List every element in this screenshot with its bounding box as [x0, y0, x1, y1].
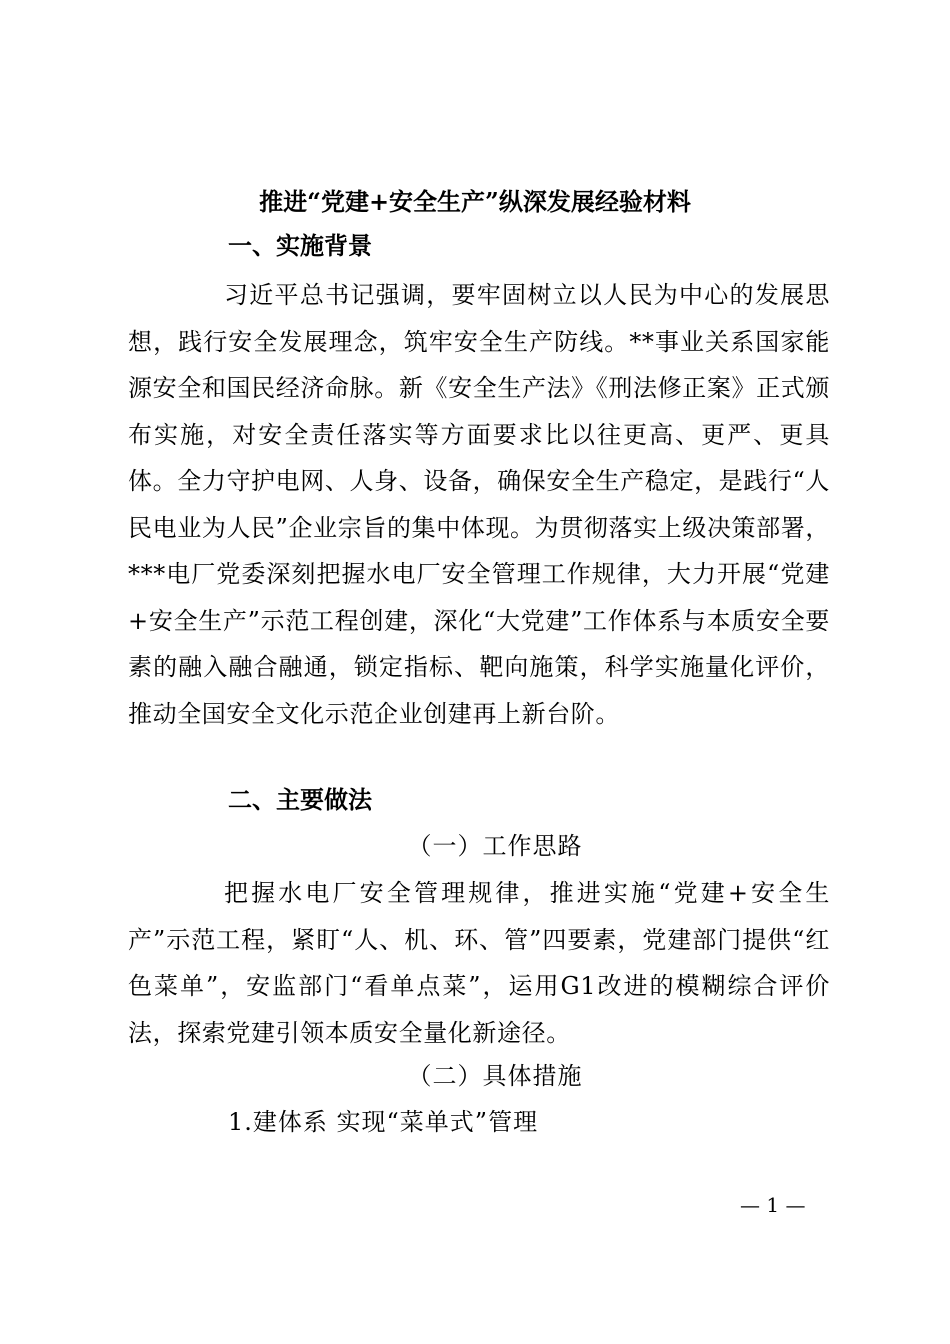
- measure-item-1: 1.建体系 实现“菜单式”管理: [228, 1108, 539, 1136]
- subsection-heading-work-approach: （一）工作思路: [407, 832, 583, 860]
- page-number: — 1 —: [740, 1193, 806, 1217]
- section-heading-background: 一、实施背景: [228, 231, 372, 260]
- section-heading-main-practices: 二、主要做法: [228, 785, 372, 814]
- background-paragraph: 习近平总书记强调，要牢固树立以人民为中心的发展思想，践行安全发展理念，筑牢安全生产防线。**事业关系国家能源安全和国民经济命脉。新《安全生产法》《刑法修正案》正式颁布实施，对安全责任落实等方面要求比以往更高、更严、更具体。全力守护电网、人身、设备，确保安全生产稳定，是践行“人民电业为人民”企业宗旨的集中体现。为贯彻落实上级决策部署，***电厂党委深刻把握水电厂安全管理工作规律，大力开展“党建+安全生产”示范工程创建，深化“大党建”工作体系与本质安全要素的融入融合融通，锁定指标、靶向施策，科学实施量化评价，推动全国安全文化示范企业创建再上新台阶。: [128, 281, 830, 728]
- subsection-heading-specific-measures: （二）具体措施: [407, 1062, 583, 1090]
- document-title: 推进“党建+安全生产”纵深发展经验材料: [259, 187, 691, 216]
- work-approach-paragraph: 把握水电厂安全管理规律，推进实施“党建+安全生产”示范工程，紧盯“人、机、环、管”四要素，党建部门提供“红色菜单”，安监部门“看单点菜”，运用G1改进的模糊综合评价法，探索党建引领本质安全量化新途径。: [128, 879, 830, 1047]
